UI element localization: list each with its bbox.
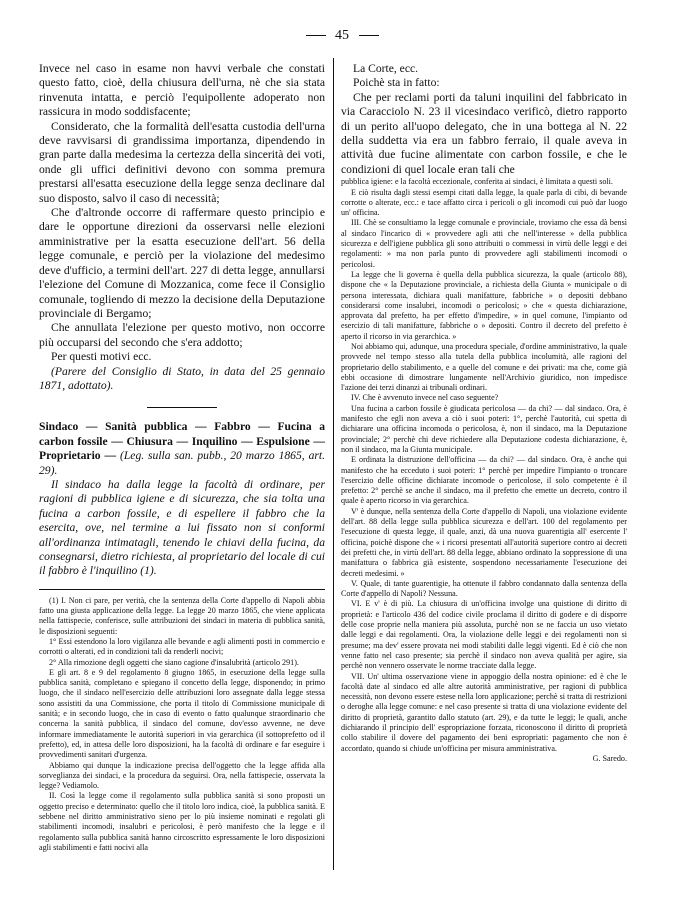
footnote-separator <box>39 589 325 590</box>
page-number: 45 <box>335 28 349 43</box>
footnote-paragraph: E ordinata la distruzione dell'officina — da chi? — dal sindaco. Ora, è anche qui manifesto che ha ecceduto i suoi poteri: 1° perchè per impedire l'impianto o troncare l'esercizio delle officine dichiarate incomode o pericolose, il solo competente è il prefetto: 2° perchè se anche il sindaco, ma il prefetto che emette un decreto, contro il quale è aperto ricorso in via gerarchica. <box>341 455 627 506</box>
paragraph: Che d'altronde occorre di raffermare questo principio e dare le opportune direzioni da osservarsi nelle elezioni amministrative per la esatta esecuzione dell'art. 56 della legge comunale, e perciò per la violazione del medesimo deve d'ufficio, a termini dell'art. 227 di detta legge, annullarsi l'elezione del Comune di Mozzanica, come fece il Consiglio comunale, togliendo di mezzo la decisione della Deputazione provinciale di Bergamo; <box>39 206 325 320</box>
footnote-paragraph: Una fucina a carbon fossile è giudicata pericolosa — da chi? — dal sindaco. Ora, è manifesto che egli non aveva a ciò i suoi poteri: 1°, perchè l'autorità, cui spetta di dichiarare una officina incomoda o pericolosa, è, non il sindaco, ma la Deputazione provinciale; 2° perchè chi deve richiedere alla Deputazione codesta dichiarazione, è, non il sindaco, ma la Giunta municipale. <box>341 403 627 454</box>
footnote-paragraph: III. Chè se consultiamo la legge comunale e provinciale, troviamo che essa dà bensì al sindaco l'incarico di « provvedere agli atti che nell'interesse » della pubblica sicurezza e dell'igiene pubblica gli sono attribuiti o commessi in virtù delle leggi e dei regolamenti: » ma non parla punto di provvedere agli stabilimenti incomodi o pericolosi. <box>341 218 627 269</box>
footnote-paragraph: VII. Un' ultima osservazione viene in appoggio della nostra opinione: ed è che le facoltà date al sindaco ed alle altre autorità amministrative, per ragioni di pubblica necessità, non devono essere estese nella loro applicazione; perchè si tratta di restrizioni o deroghe alla legge comune: e nel caso presente si tratta di una violazione evidente del diritto di proprietà, garantito dallo statuto (art. 29), e da tutte le leggi; le quali, anche dichiarando il principio dell' espropriazione forzata, riconoscono il diritto di proprietà collo stabilire il dovere del pagamento dei beni espropriati: pagamento che non è accordato, quando si chiude un'officina per misura amministrativa. <box>341 671 627 753</box>
footnote-paragraph: E ciò risulta dagli stessi esempi citati dalla legge, la quale parla di cibi, di bevande corrotte o alterate, ecc.: e tace affatto circa i pericoli o gli incomodi cui può dar luogo un' officina. <box>341 187 627 218</box>
footnote-paragraph: 2° Alla rimozione degli oggetti che siano cagione d'insalubrità (articolo 291). <box>49 657 299 667</box>
main-text-right <box>341 62 627 177</box>
footnote-paragraph: Abbiamo qui dunque la indicazione precisa dell'oggetto che la legge affida alla sorveglianza dei sindaci, e la procedura da seguirsi. Ora, nella fattispecie, osservata la legge? Vediamolo. <box>39 760 325 791</box>
paragraph: Invece nel caso in esame non havvi verbale che constati questo fatto, cioè, della chiusura dell'urna, nè che sia stata rinvenuta intatta, e perciò l'equipollente adoperato non rassicura in modo soddisfacente; <box>39 62 325 119</box>
footnote-paragraph: V' è dunque, nella sentenza della Corte d'appello di Napoli, una violazione evidente dell'art. 88 della legge sulla pubblica sicurezza e dell'art. 100 del regolamento per l'esecuzione di questa legge, il quale, anzi, dà una nuova guarentigia all' esercente l' officina, poichè dispone che « i ricorsi presentati all'autorità superiore contro ai decreti dei prefetti che, in virtù dell'art. 88 della legge, abbiano ordinato la soppressione di una manifattura o fabbrica già esistente, sospendono necessariamente l'esecuzione dei decreti medesimi. » <box>341 506 627 578</box>
paragraph: Per questi motivi ecc. <box>51 350 152 364</box>
footnote-paragraph: E gli art. 8 e 9 del regolamento 8 giugno 1865, in esecuzione della legge sulla pubblica sanità, completano e spiegano il concetto della legge, disponendo; in primo luogo, che il sindaco nell'esercizio delle attribuzioni loro assegnate dalla legge stessa sono assistiti da una Commissione, che porta il titolo di Commissione municipale di sanità; e in secondo luogo, che in caso di evento o fatto qualunque straordinario che concerna la sanità pubblica, il sindaco del comune, dov'esso avvenne, ne deve informare immediatamente le autorità superiori in via gerarchica (il sottoprefetto od il prefetto), ed, in attesa delle loro disposizioni, ha la facoltà di ordinare e far eseguire i provvedimenti sanitari d'urgenza. <box>39 667 325 760</box>
paragraph: Poichè sta in fatto: <box>353 76 440 90</box>
header-rule-right <box>359 35 379 36</box>
paragraph: Considerato, che la formalità dell'esatta custodia dell'urna deve ravvisarsi di grandissima importanza, dipendendo in gran parte dalla medesima la certezza della sincerità dei voti, onde gli uffici definitivi devono con somma premura prestarsi all'esatta esecuzione della legge senza declinare dal suo disposto, salvo il caso di necessità; <box>39 119 325 205</box>
paragraph: Che annullata l'elezione per questo motivo, non occorre più occuparsi del secondo che s'era addotto; <box>39 321 325 349</box>
page-header <box>0 28 684 44</box>
footnote-paragraph: (1) I. Non ci pare, per verità, che la sentenza della Corte d'appello di Napoli abbia fatto una giusta applicazione della legge. La legge 20 marzo 1865, che viene applicata nella fattispecie, conferisce, sulle attribuzioni dei sindaci in materia di pubblica sanità, le disposizioni seguenti: <box>39 595 325 636</box>
footnote-paragraph: IV. Che è avvenuto invece nel caso seguente? <box>351 393 499 403</box>
case-heading-reference: (Leg. sulla san. pubb., 20 marzo 1865, art. 29). <box>39 449 325 477</box>
author-signature: G. Saredo. <box>592 753 627 763</box>
column-divider <box>333 58 334 870</box>
footnote-paragraph: La legge che li governa è quella della pubblica sicurezza, la quale (articolo 88), dispone che « la Deputazione provinciale, a richiesta della Giunta » municipale o di persona interessata, dichiara quali manifatture, fabbriche » o depositi debbano considerarsi come insalubri, incomodi o pericolosi; » che « questa dichiarazione, approvata dal prefetto, ha per effetto d'impedire, » in quel comune, l'impianto od esercizio di tali manifatture, fabbriche o » depositi. Contro il decreto del prefetto è aperto il ricorso in via gerarchica. » <box>341 269 627 341</box>
left-column <box>39 62 325 853</box>
footnote-paragraph: VI. E v' è di più. La chiusura di un'officina involge una quistione di diritto di proprietà: e l'articolo 436 del codice civile proclama il diritto di godere e di disporre delle cose proprie nella maniera più assoluta, purchè non se ne faccia un uso vietato dalle leggi e dai regolamenti. Ora, la violazione delle leggi e dei regolamenti non si presume; ma dev' essere provata nei modi stabiliti dalle leggi vigenti. Ed è ciò che non venne fatto nel caso presente; sia perchè il sindaco non aveva qualità per agire, sia perchè non vennero osservate le norme tracciate dalla legge. <box>341 599 627 671</box>
paragraph: La Corte, ecc. <box>353 62 419 75</box>
header-rule-left <box>306 35 326 36</box>
footnote-paragraph: pubblica igiene: e la facoltà eccezionale, conferita ai sindaci, è limitata a questi soli. <box>341 177 613 187</box>
case-heading-keywords: Sindaco — Sanità pubblica — Fabbro — Fucina a carbon fossile — Chiusura — Inquilino — Espulsione — Proprietario — <box>39 420 325 463</box>
footnote-paragraph: V. Quale, di tante guarentigie, ha ottenute il fabbro condannato dalla sentenza della Corte d'appello di Napoli? Nessuna. <box>341 578 627 599</box>
case-heading <box>39 420 325 478</box>
case-summary: Il sindaco ha dalla legge la facoltà di ordinare, per ragioni di pubblica igiene e di sicurezza, che sia tolta una fucina a carbon fossile, e di espellere il fabbro che la esercita, ove, nel termine a lui fissato non si conformi all'ordinanza intimatagli, tenendo le chiavi della fucina, da consegnarsi, dietro richiesta, al proprietario del locale di cui il fabbro è l'inquilino (1). <box>39 477 325 578</box>
right-column <box>341 62 627 764</box>
footnote <box>39 596 325 853</box>
footnote-paragraph: II. Così la legge come il regolamento sulla pubblica sanità si sono proposti un oggetto preciso e determinato: quello che il titolo loro indica, cioè, la pubblica sanità. E sebbene nel diritto amministrativo sieno per lo più insieme nominati e regolati gli stabilimenti incomodi, insalubri e pericolosi, è però manifesto che la legge e il regolamento sulla pubblica sanità hanno circoscritto espressamente le loro disposizioni agli stabilimenti e fatti nocivi alla <box>39 791 325 852</box>
section-separator <box>147 407 217 408</box>
footnote-paragraph: 1° Essi estendono la loro vigilanza alle bevande e agli alimenti posti in commercio e corrotti o alterati, ed in condizioni tali da renderli nocivi; <box>39 637 325 657</box>
paragraph: Che per reclami porti da taluni inquilini del fabbricato in via Caracciolo N. 23 il vicesindaco verificò, dietro rapporto di un perito all'uopo delegato, che in una bottega al N. 22 della suddetta via era un fabbro ferraio, il quale aveva in attività due fucine alimentate con carbon fossile, e che le condizioni di quel locale eran tali che <box>341 90 627 176</box>
footnote-continuation <box>341 177 627 764</box>
footnote-paragraph: Noi abbiamo qui, adunque, una procedura speciale, d'ordine amministrativo, la quale provvede nel tempo stesso alla tutela della pubblica incolumità, alle ragioni del proprietario dello stabilimento, e a quelle del comune e dei privati: ma che, come già ebbi occasione di dimostrare lungamente nell'Archivio giuridico, non impedisce l'azione dei terzi dinanzi ai tribunali ordinari. <box>341 342 627 393</box>
citation: (Parere del Consiglio di Stato, in data del 25 gennaio 1871, adottato). <box>39 364 325 392</box>
main-text-left <box>39 62 325 393</box>
